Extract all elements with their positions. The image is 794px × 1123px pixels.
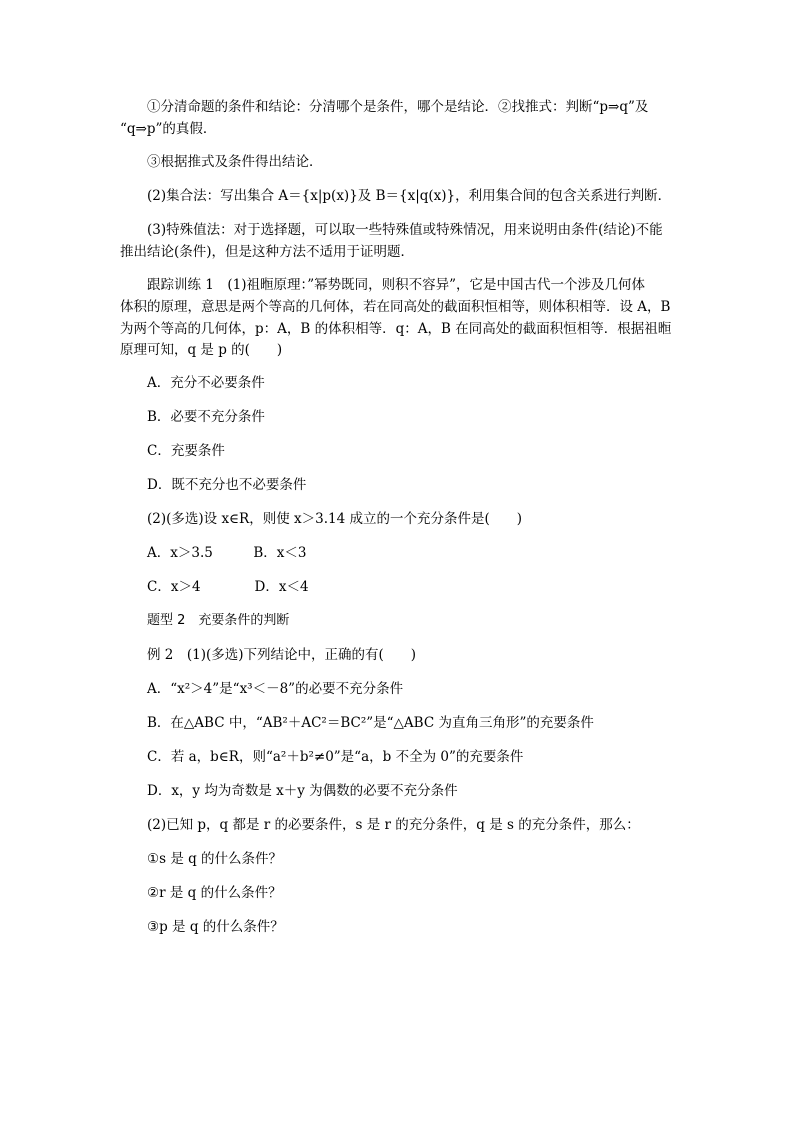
- section-heading: 题型 2 充要条件的判断: [147, 613, 290, 628]
- exercise-line: 原理可知，q 是 p 的( ): [120, 342, 283, 358]
- sub-question: ①s 是 q 的什么条件？: [147, 851, 283, 867]
- exercise-line: 体积的原理，意思是两个等高的几何体，若在同高处的截面积恒相等，则体积相等．设 A，B: [120, 299, 671, 315]
- choice-option: C．充要条件: [147, 443, 225, 459]
- paragraph-line: 推出结论(条件)，但是这种方法不适用于证明题．: [120, 244, 415, 260]
- question: 例 2 (1)(多选)下列结论中，正确的有( ): [147, 647, 417, 663]
- choice-option: C．若 a，b∈R，则“a²＋b²≠0”是“a，b 不全为 0”的充要条件: [147, 749, 524, 765]
- choice-row: C．x＞4 D．x＜4: [147, 579, 309, 595]
- exercise-line: 为两个等高的几何体，p：A，B 的体积相等．q：A，B 在同高处的截面积恒相等．根据祖暅: [120, 321, 672, 337]
- paragraph-line: (3)特殊值法：对于选择题，可以取一些特殊值或特殊情况，用来说明由条件(结论)不能: [147, 222, 663, 238]
- choice-option: D．既不充分也不必要条件: [147, 477, 307, 493]
- sub-question: ②r 是 q 的什么条件？: [147, 885, 282, 901]
- paragraph-line: ①分清命题的条件和结论：分清哪个是条件，哪个是结论．②找推式：判断“p⇒q”及: [147, 99, 649, 115]
- exercise-line: 跟踪训练 1 (1)祖暅原理：”幂势既同，则积不容异”，它是中国古代一个涉及几何体: [147, 277, 646, 293]
- paragraph: ③根据推式及条件得出结论．: [147, 154, 323, 170]
- choice-option: B．必要不充分条件: [147, 409, 265, 425]
- choice-option: D．x，y 均为奇数是 x＋y 为偶数的必要不充分条件: [147, 783, 458, 799]
- choice-option: A．“x²＞4”是“x³＜－8”的必要不充分条件: [147, 681, 404, 697]
- question: (2)已知 p，q 都是 r 的必要条件，s 是 r 的充分条件，q 是 s 的充分条件，那么：: [147, 817, 640, 833]
- paragraph-line: “q⇒p”的真假．: [120, 121, 217, 137]
- paragraph: (2)集合法：写出集合 A＝{x|p(x)}及 B＝{x|q(x)}，利用集合间的包含关系进行判断．: [147, 188, 672, 204]
- choice-option: B．在△ABC 中，“AB²＋AC²＝BC²”是“△ABC 为直角三角形”的充要条件: [147, 715, 594, 731]
- question: (2)(多选)设 x∈R，则使 x＞3.14 成立的一个充分条件是( ): [147, 511, 523, 527]
- sub-question: ③p 是 q 的什么条件？: [147, 919, 284, 935]
- choice-row: A．x＞3.5 B．x＜3: [147, 545, 307, 561]
- choice-option: A．充分不必要条件: [147, 375, 265, 391]
